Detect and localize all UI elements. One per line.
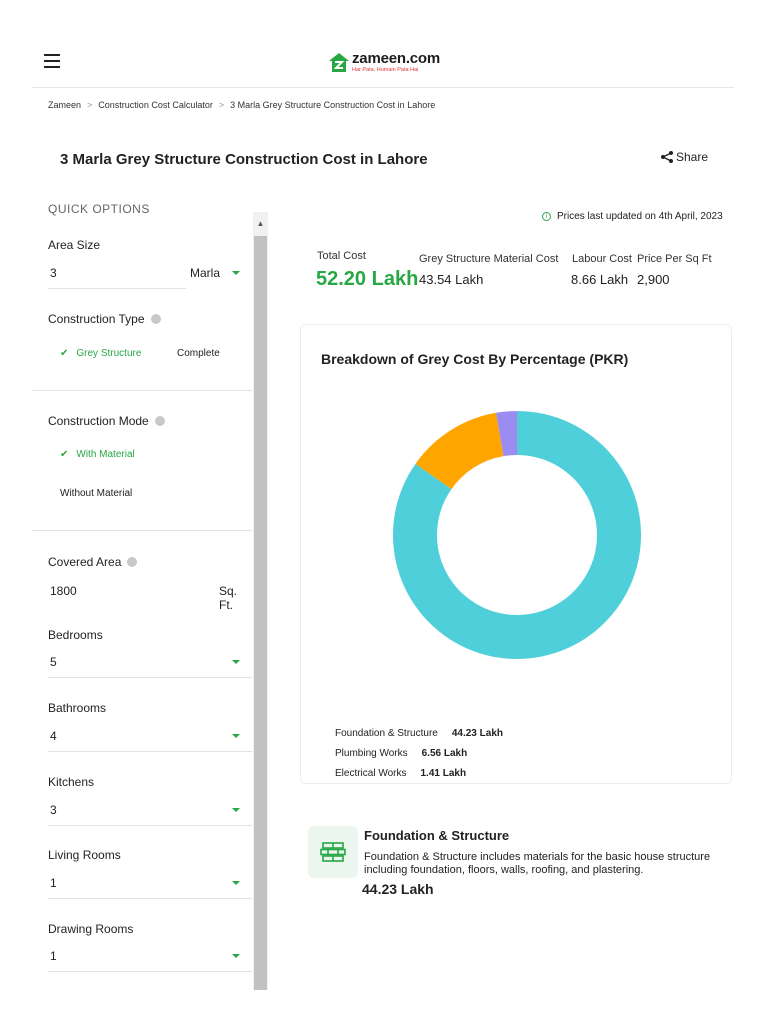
bathrooms-underline <box>48 751 252 752</box>
option-grey-structure[interactable]: ✔ Grey Structure <box>60 348 142 359</box>
detail-title: Foundation & Structure <box>364 828 510 843</box>
site-header <box>32 40 734 88</box>
quick-options-sidebar <box>32 204 268 990</box>
chevron-right-icon: > <box>87 100 93 110</box>
covered-area-unit: Sq. Ft. <box>219 584 238 612</box>
labour-cost-value: 8.66 Lakh <box>571 272 629 287</box>
prices-updated-note: i Prices last updated on 4th April, 2023 <box>542 211 723 222</box>
divider <box>32 530 252 531</box>
checkmark-icon: ✔ <box>60 348 69 359</box>
detail-value: 44.23 Lakh <box>362 881 434 897</box>
covered-area-label: Covered Area <box>48 555 137 569</box>
quick-options-heading: QUICK OPTIONS <box>48 204 150 216</box>
kitchens-select[interactable]: 3 <box>50 803 57 817</box>
option-without-material[interactable]: Without Material <box>60 488 133 499</box>
breadcrumb-zameen[interactable]: Zameen <box>48 100 82 110</box>
chevron-down-icon[interactable] <box>232 271 240 275</box>
area-size-input[interactable]: 3 <box>50 266 57 280</box>
drawing-rooms-underline <box>48 971 252 972</box>
info-icon[interactable] <box>155 416 165 426</box>
scroll-up-arrow-icon[interactable]: ▲ <box>256 218 265 228</box>
covered-area-input[interactable]: 1800 <box>50 584 77 598</box>
material-cost-value: 43.54 Lakh <box>419 272 484 287</box>
scrollbar-thumb[interactable] <box>254 236 267 990</box>
area-size-label: Area Size <box>48 238 101 252</box>
sidebar-scrollbar[interactable] <box>253 212 268 990</box>
chevron-down-icon[interactable] <box>232 808 240 812</box>
material-cost-label: Grey Structure Material Cost <box>419 253 559 265</box>
option-with-material[interactable]: ✔ With Material <box>60 449 135 460</box>
kitchens-label: Kitchens <box>48 775 95 789</box>
logo-text: zameen.com <box>352 50 441 67</box>
option-complete[interactable]: Complete <box>177 348 220 359</box>
checkmark-icon: ✔ <box>60 449 69 460</box>
info-icon[interactable] <box>127 557 137 567</box>
drawing-rooms-select[interactable]: 1 <box>50 949 57 963</box>
legend-item-foundation: Foundation & Structure 44.23 Lakh <box>335 728 503 739</box>
drawing-rooms-label: Drawing Rooms <box>48 922 134 936</box>
total-cost-label: Total Cost <box>317 250 366 262</box>
living-rooms-select[interactable]: 1 <box>50 876 57 890</box>
logo-tagline: Har Pata, Humain Pata Hai <box>352 67 419 73</box>
bathrooms-select[interactable]: 4 <box>50 729 57 743</box>
share-icon <box>660 150 674 164</box>
bedrooms-select[interactable]: 5 <box>50 655 57 669</box>
area-unit-select[interactable]: Marla <box>190 266 221 280</box>
breadcrumb-current: 3 Marla Grey Structure Construction Cost in Lahore <box>230 100 436 110</box>
divider <box>32 390 252 391</box>
share-button[interactable] <box>660 150 708 164</box>
breadcrumb <box>48 100 435 110</box>
info-icon[interactable] <box>151 314 161 324</box>
labour-cost-label: Labour Cost <box>572 253 632 265</box>
page-title: 3 Marla Grey Structure Construction Cost in Lahore <box>60 151 428 168</box>
chevron-right-icon: > <box>218 100 225 110</box>
bathrooms-label: Bathrooms <box>48 701 107 715</box>
chevron-down-icon[interactable] <box>232 734 240 738</box>
breakdown-donut-chart <box>390 405 644 665</box>
bedrooms-underline <box>48 677 252 678</box>
legend-item-plumbing: Plumbing Works 6.56 Lakh <box>335 748 468 759</box>
living-rooms-underline <box>48 898 252 899</box>
breakdown-title: Breakdown of Grey Cost By Percentage (PKR) <box>321 351 629 367</box>
chevron-down-icon[interactable] <box>232 660 240 664</box>
price-per-sqft-label: Price Per Sq Ft <box>637 253 712 265</box>
info-icon: i <box>542 212 551 221</box>
detail-description: Foundation & Structure includes materials for the basic house structure including foundation, floors, walls, roofing, and plastering. <box>364 851 711 876</box>
price-per-sqft-value: 2,900 <box>637 272 670 287</box>
chevron-down-icon[interactable] <box>232 881 240 885</box>
brick-wall-icon <box>308 826 358 878</box>
breakdown-card <box>300 324 732 784</box>
chevron-down-icon[interactable] <box>232 954 240 958</box>
house-logo-icon <box>328 52 350 74</box>
living-rooms-label: Living Rooms <box>48 848 121 862</box>
breadcrumb-calculator[interactable]: Construction Cost Calculator <box>98 100 213 110</box>
construction-mode-label: Construction Mode <box>48 414 165 428</box>
legend-item-electrical: Electrical Works 1.41 Lakh <box>335 768 467 779</box>
construction-type-label: Construction Type <box>48 312 161 326</box>
area-size-underline <box>48 288 186 289</box>
hamburger-menu-icon[interactable] <box>44 54 60 68</box>
total-cost-value: 52.20 Lakh <box>316 268 419 290</box>
kitchens-underline <box>48 825 252 826</box>
share-label: Share <box>676 150 709 164</box>
bedrooms-label: Bedrooms <box>48 628 103 642</box>
